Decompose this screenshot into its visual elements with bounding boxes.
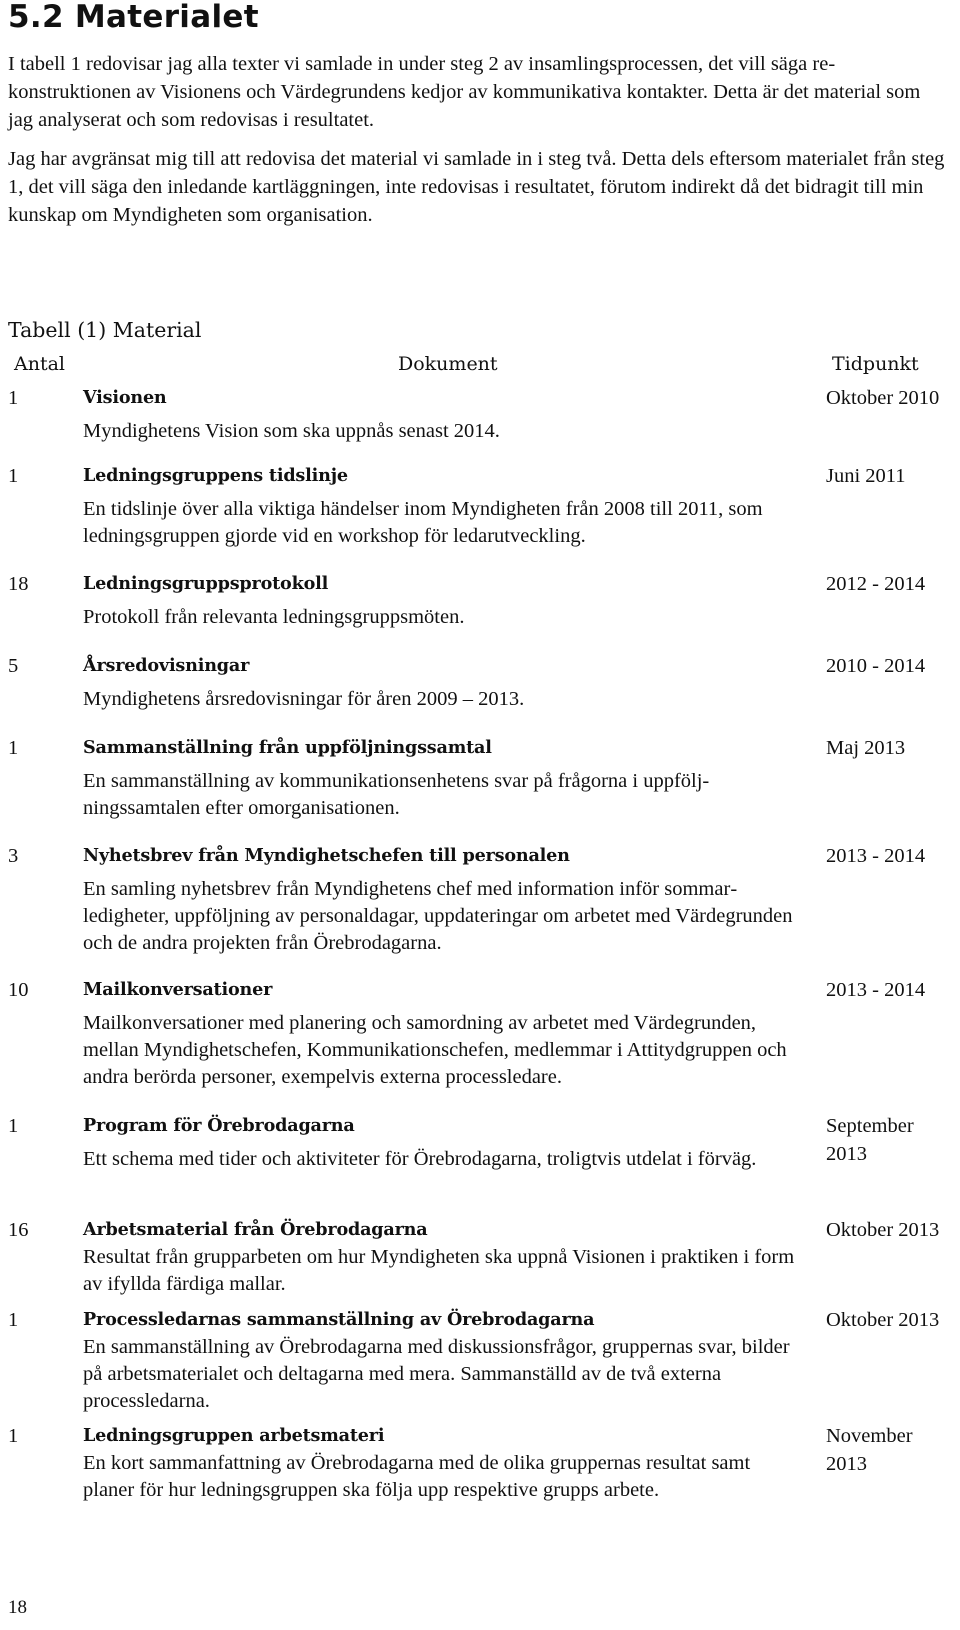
- table-title: Tabell (1) Material: [8, 318, 202, 342]
- cell-dokument: [83, 570, 798, 631]
- table-row: [8, 1422, 952, 1512]
- document-title: Ledningsgruppens tidslinje: [83, 465, 348, 486]
- table-row: [8, 570, 952, 652]
- document-title: Sammanställning från uppföljningssamtal: [83, 737, 492, 758]
- cell-tidpunkt: 2013 - 2014: [826, 845, 926, 867]
- column-header-antal: Antal: [14, 353, 65, 375]
- table-row: [8, 842, 952, 976]
- document-description: En tidslinje över alla viktiga händelser inom Myndigheten från 2008 till 2011, som ledningsgruppen gjorde vid en workshop för ledarutveckling.: [83, 498, 763, 547]
- table-row: [8, 1216, 952, 1306]
- cell-antal: 1: [8, 737, 19, 759]
- cell-dokument: [83, 1306, 798, 1415]
- cell-antal: 1: [8, 1309, 19, 1331]
- cell-tidpunkt: Oktober 2013: [826, 1309, 940, 1331]
- document-title: Årsredovisningar: [83, 655, 250, 676]
- cell-tidpunkt: Juni 2011: [826, 465, 906, 487]
- document-description: Resultat från grupparbeten om hur Myndigheten ska uppnå Visionen i praktiken i form av ifyllda färdiga mallar.: [83, 1246, 795, 1295]
- cell-dokument: [83, 976, 798, 1091]
- table-row: [8, 1112, 952, 1216]
- material-table: [8, 384, 952, 1512]
- cell-dokument: [83, 1422, 798, 1504]
- cell-tidpunkt: 2012 - 2014: [826, 573, 926, 595]
- document-title: Nyhetsbrev från Myndighetschefen till personalen: [83, 845, 570, 866]
- intro-text: [8, 50, 946, 240]
- table-row: [8, 1306, 952, 1422]
- section-heading: 5.2 Materialet: [8, 0, 259, 35]
- cell-antal: 1: [8, 465, 19, 487]
- table-row: [8, 462, 952, 570]
- table-header: [8, 350, 946, 380]
- cell-tidpunkt: September 2013: [826, 1115, 914, 1165]
- table-row: [8, 734, 952, 842]
- document-title: Program för Örebrodagarna: [83, 1115, 355, 1136]
- cell-dokument: [83, 734, 798, 822]
- table-row: [8, 652, 952, 734]
- cell-tidpunkt: November 2013: [826, 1425, 913, 1475]
- document-description: Myndighetens årsredovisningar för åren 2009 – 2013.: [83, 688, 525, 710]
- column-header-dokument: Dokument: [398, 353, 498, 375]
- intro-paragraph-1: I tabell 1 redovisar jag alla texter vi samlade in under steg 2 av insamlingsprocessen, det vill säga rekonstruktionen av Visionens och Värdegrundens kedjor av kommunikativa kontakter. Detta är det material som jag analyserat och som redovisas i resultatet.: [8, 53, 921, 131]
- document-title: Arbetsmaterial från Örebrodagarna: [83, 1219, 428, 1240]
- document-title: Processledarnas sammanställning av Örebrodagarna: [83, 1309, 595, 1330]
- document-title: Ledningsgruppsprotokoll: [83, 573, 329, 594]
- cell-dokument: [83, 384, 798, 445]
- document-page: [8, 0, 952, 1630]
- document-description: Mailkonversationer med planering och samordning av arbetet med Värdegrunden, mellan Myndighetschefen, Kommunikationschefen, medlemmar i Attitydgruppen och andra berörda personer, exempelvis externa processledare.: [83, 1012, 787, 1088]
- document-description: Ett schema med tider och aktiviteter för Örebrodagarna, troligtvis utdelat i förväg.: [83, 1148, 757, 1170]
- document-description: En sammanställning av kommunikationsenhetens svar på frågorna i uppföljningssamtalen efter omorganisationen.: [83, 770, 710, 819]
- page-number: 18: [8, 1597, 27, 1618]
- cell-dokument: [83, 462, 798, 550]
- cell-dokument: [83, 1216, 798, 1298]
- cell-antal: 1: [8, 1115, 19, 1137]
- cell-antal: 18: [8, 573, 29, 595]
- cell-antal: 5: [8, 655, 19, 677]
- document-description: Protokoll från relevanta ledningsgruppsmöten.: [83, 606, 465, 628]
- intro-paragraph-2: Jag har avgränsat mig till att redovisa det material vi samlade in i steg två. Detta dels eftersom materialet från steg 1, det vill säga den inledande kartläggningen, inte redovisas i resultatet, förutom indirekt då det bidragit till min kunskap om Myndigheten som organisation.: [8, 148, 945, 226]
- cell-tidpunkt: Maj 2013: [826, 737, 906, 759]
- cell-antal: 1: [8, 387, 19, 409]
- cell-antal: 1: [8, 1425, 19, 1447]
- table-row: [8, 384, 952, 462]
- table-row: [8, 976, 952, 1112]
- column-header-tidpunkt: Tidpunkt: [832, 353, 919, 375]
- document-title: Visionen: [83, 387, 167, 408]
- document-description: En sammanställning av Örebrodagarna med diskussionsfrågor, gruppernas svar, bilder på arbetsmaterialet och deltagarna med mera. Sammanställd av de två externa processledarna.: [83, 1336, 790, 1412]
- document-description: En kort sammanfattning av Örebrodagarna med de olika gruppernas resultat samt planer för hur ledningsgruppen ska följa upp respektive grupps arbete.: [83, 1452, 751, 1501]
- cell-dokument: [83, 652, 798, 713]
- cell-antal: 10: [8, 979, 29, 1001]
- cell-tidpunkt: Oktober 2010: [826, 387, 940, 409]
- cell-tidpunkt: Oktober 2013: [826, 1219, 940, 1241]
- cell-antal: 3: [8, 845, 19, 867]
- cell-dokument: [83, 842, 798, 957]
- document-description: En samling nyhetsbrev från Myndighetens chef med information inför sommarledigheter, uppföljning av personaldagar, uppdateringar om arbetet med Värdegrunden och de andra projekten från Örebrodagarna.: [83, 878, 793, 954]
- document-description: Myndighetens Vision som ska uppnås senast 2014.: [83, 420, 500, 442]
- document-title: Ledningsgruppen arbetsmateri: [83, 1425, 385, 1446]
- cell-tidpunkt: 2010 - 2014: [826, 655, 926, 677]
- document-title: Mailkonversationer: [83, 979, 273, 1000]
- cell-tidpunkt: 2013 - 2014: [826, 979, 926, 1001]
- cell-dokument: [83, 1112, 798, 1173]
- cell-antal: 16: [8, 1219, 29, 1241]
